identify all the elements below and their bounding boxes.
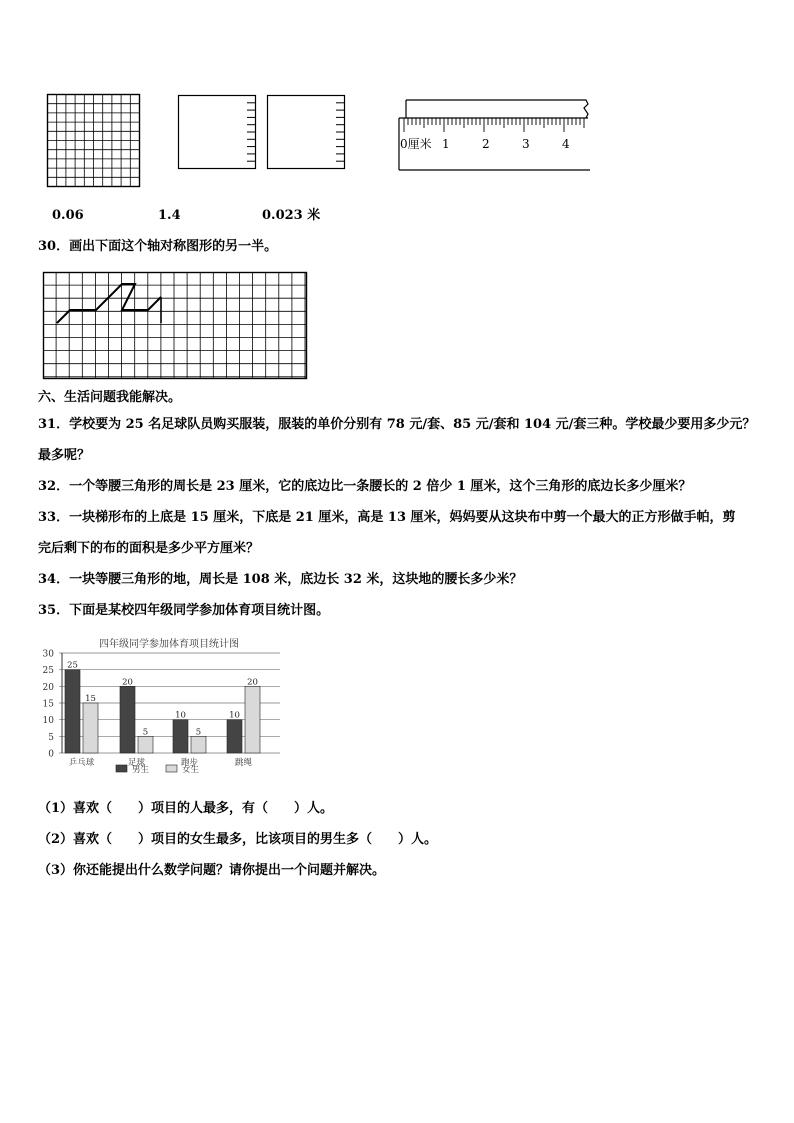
sub-question-1: （1）喜欢（ ）项目的人最多，有（ ）人。	[38, 801, 334, 816]
bar	[227, 720, 242, 753]
hundredths-grid	[47, 94, 140, 187]
grid-value-label: 0.06	[52, 208, 84, 223]
legend-label: 男生	[132, 765, 150, 775]
y-tick-label: 5	[48, 732, 54, 743]
box-m-value-label: 0.023 米	[262, 208, 321, 223]
bar-value-label: 20	[247, 677, 258, 688]
bar-value-label: 10	[229, 710, 240, 721]
x-tick-label: 跑步	[180, 758, 199, 768]
ruler-label-1: 1	[442, 137, 450, 151]
ruler-label-3: 3	[522, 137, 530, 151]
box-value-label: 1.4	[158, 208, 181, 223]
y-tick-label: 20	[42, 682, 54, 693]
y-tick-label: 15	[42, 699, 54, 710]
bar-value-label: 25	[67, 660, 78, 671]
legend-swatch	[166, 765, 177, 772]
tick-box-1	[178, 95, 256, 169]
ruler-label-2: 2	[482, 137, 490, 151]
x-tick-label: 足球	[127, 758, 146, 768]
x-tick-label: 跳绳	[234, 758, 253, 768]
y-tick-label: 30	[42, 649, 54, 660]
ruler-label-4: 4	[562, 137, 570, 151]
half-shape-outline	[57, 284, 161, 323]
ruler	[398, 98, 594, 173]
sub-question-2: （2）喜欢（ ）项目的女生最多，比该项目的男生多（ ）人。	[38, 832, 438, 847]
bar-value-label: 5	[142, 727, 149, 738]
bar	[245, 686, 260, 753]
q31-line2: 最多呢？	[38, 448, 91, 463]
q35-text: 35．下面是某校四年级同学参加体育项目统计图。	[38, 603, 330, 618]
legend-label: 女生	[182, 765, 200, 775]
symmetry-grid	[43, 272, 307, 379]
y-tick-label: 25	[42, 666, 54, 677]
y-tick-label: 0	[48, 749, 54, 760]
q33-line2: 完后剩下的布的面积是多少平方厘米？	[38, 541, 260, 556]
bar	[65, 670, 80, 753]
ruler-label-0: 0厘米	[400, 137, 432, 151]
bar-value-label: 5	[195, 727, 202, 738]
bar	[191, 736, 206, 753]
tick-box-2	[267, 95, 345, 169]
q34-text: 34．一块等腰三角形的地，周长是 108 米，底边长 32 米，这块地的腰长多少米？	[38, 572, 523, 587]
bar-value-label: 10	[175, 710, 186, 721]
chart-title: 四年级同学参加体育项目统计图	[99, 639, 239, 650]
bar	[120, 686, 135, 753]
bar-value-label: 20	[122, 677, 133, 688]
bar	[83, 703, 98, 753]
legend-swatch	[116, 765, 127, 772]
sports-bar-chart	[36, 632, 282, 784]
bar	[138, 736, 153, 753]
q33-line1: 33．一块梯形布的上底是 15 厘米，下底是 21 厘米，高是 13 厘米，妈妈要从这块布中剪一个最大的正方形做手帕，剪	[38, 510, 736, 525]
bar	[173, 720, 188, 753]
q31-line1: 31．学校要为 25 名足球队员购买服装，服装的单价分别有 78 元/套、85 元/套和 104 元/套三种。学校最少要用多少元？	[38, 417, 756, 432]
section6-title: 六、生活问题我能解决。	[38, 390, 182, 405]
bar-value-label: 15	[85, 694, 96, 704]
y-tick-label: 10	[42, 716, 54, 727]
q30-text: 30．画出下面这个轴对称图形的另一半。	[38, 239, 278, 254]
q32-text: 32．一个等腰三角形的周长是 23 厘米，它的底边比一条腰长的 2 倍少 1 厘米，这个三角形的底边长多少厘米？	[38, 479, 692, 494]
x-tick-label: 乒乓球	[68, 758, 95, 768]
sub-question-3: （3）你还能提出什么数学问题？请你提出一个问题并解决。	[38, 863, 386, 878]
